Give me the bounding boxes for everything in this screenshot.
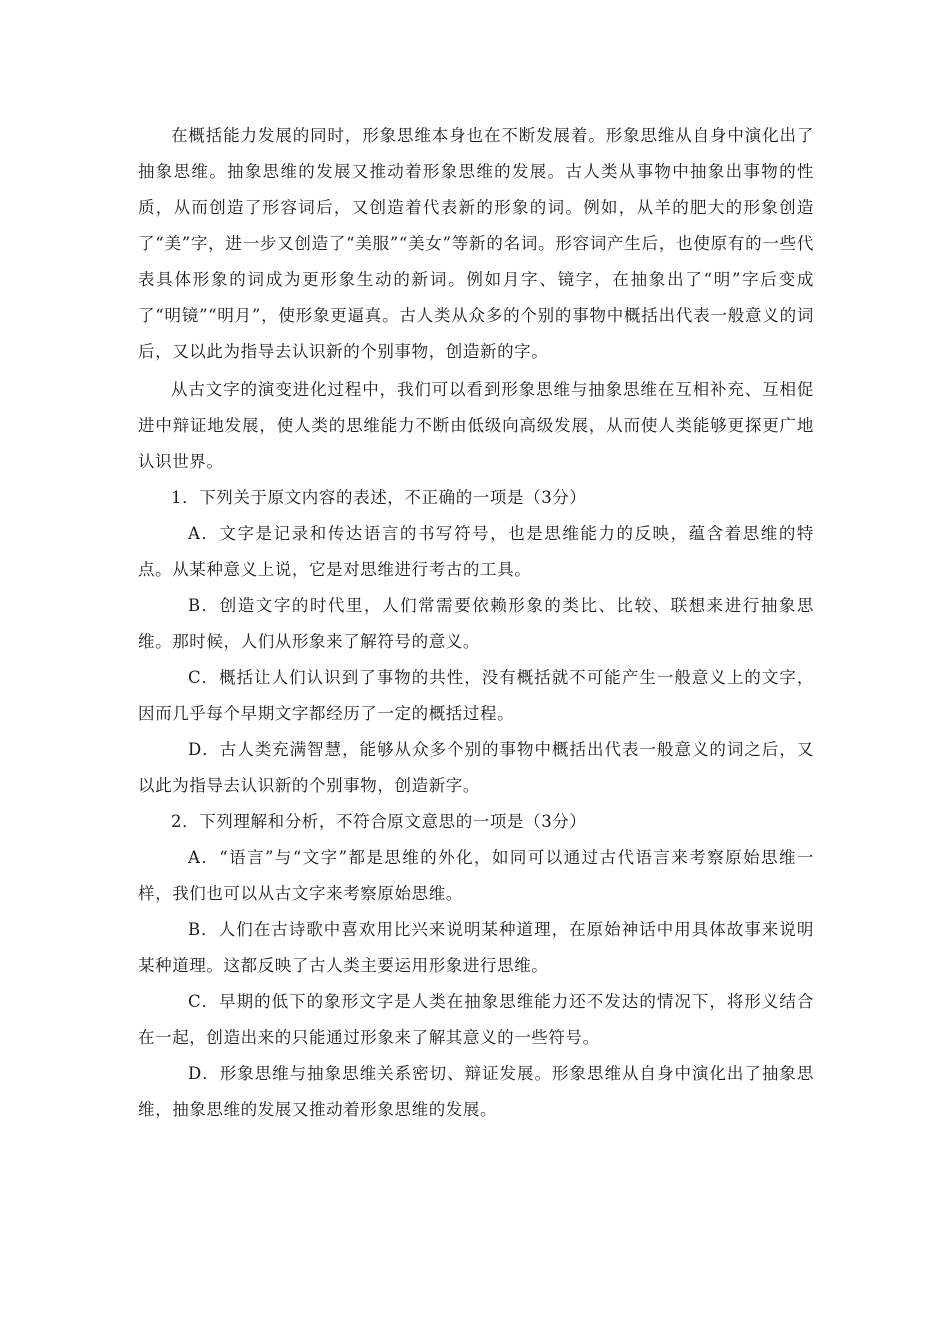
- question-2-option-b: B．人们在古诗歌中喜欢用比兴来说明某种道理，在原始神话中用具体故事来说明某种道理。这都反映了古人类主要运用形象进行思维。: [138, 920, 814, 975]
- question-1-option-d: D．古人类充满智慧，能够从众多个别的事物中概括出代表一般意义的词之后，又以此为指导去认识新的个别事物，创造新字。: [138, 740, 814, 795]
- question-2-option-c: C．早期的低下的象形文字是人类在抽象思维能力还不发达的情况下，将形义结合在一起，创造出来的只能通过形象来了解其意义的一些符号。: [138, 992, 814, 1047]
- question-1-stem: 1．下列关于原文内容的表述，不正确的一项是（3分）: [171, 488, 587, 507]
- question-1-option-a: A．文字是记录和传达语言的书写符号，也是思维能力的反映，蕴含着思维的特点。从某种意义上说，它是对思维进行考古的工具。: [138, 524, 814, 579]
- question-1-option-c: C．概括让人们认识到了事物的共性，没有概括就不可能产生一般意义上的文字，因而几乎每个早期文字都经历了一定的概括过程。: [138, 668, 814, 723]
- question-1-option-b: B．创造文字的时代里，人们常需要依赖形象的类比、比较、联想来进行抽象思维。那时候，人们从形象来了解符号的意义。: [138, 596, 814, 651]
- question-2-stem: 2．下列理解和分析，不符合原文意思的一项是（3分）: [171, 812, 587, 831]
- passage-paragraph-1: 在概括能力发展的同时，形象思维本身也在不断发展着。形象思维从自身中演化出了抽象思维。抽象思维的发展又推动着形象思维的发展。古人类从事物中抽象出事物的性质，从而创造了形容词后，又创造着代表新的形象的词。例如，从羊的肥大的形象创造了“美”字，进一步又创造了“美服”“美女”等新的名词。形容词产生后，也使原有的一些代表具体形象的词成为更形象生动的新词。例如月字、镜字，在抽象出了“明”字后变成了“明镜”“明月”，使形象更逼真。古人类从众多的个别的事物中概括出代表一般意义的词后，又以此为指导去认识新的个别事物，创造新的字。: [138, 126, 814, 361]
- question-2-option-a: A．“语言”与“文字”都是思维的外化，如同可以通过古代语言来考察原始思维一样，我们也可以从古文字来考察原始思维。: [138, 848, 814, 903]
- question-2-option-d: D．形象思维与抽象思维关系密切、辩证发展。形象思维从自身中演化出了抽象思维，抽象思维的发展又推动着形象思维的发展。: [138, 1064, 814, 1119]
- passage-paragraph-2: 从古文字的演变进化过程中，我们可以看到形象思维与抽象思维在互相补充、互相促进中辩证地发展，使人类的思维能力不断由低级向高级发展，从而使人类能够更探更广地认识世界。: [138, 380, 814, 471]
- document-content: [138, 118, 814, 1128]
